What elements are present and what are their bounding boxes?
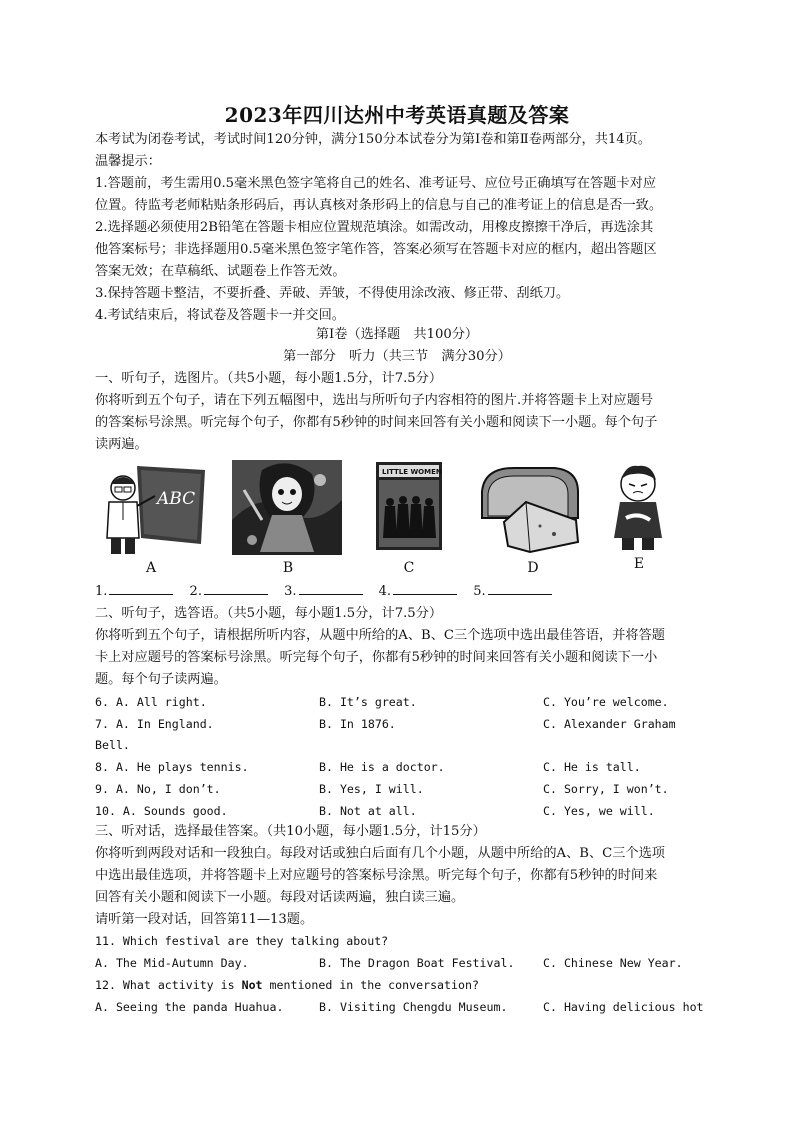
bread-loaf-icon	[474, 462, 586, 554]
picture-label-c: C	[403, 560, 415, 576]
question-10	[95, 800, 699, 822]
option-b[interactable]: B. The Dragon Boat Festival.	[319, 956, 515, 970]
option-a[interactable]: 9. A. No, I don’t.	[95, 782, 221, 796]
tip-2a: 2.选择题必须使用2B铅笔在答题卡相应位置规范填涂。如需改动，用橡皮擦擦干净后，再选涂其	[95, 220, 654, 235]
section3-heading: 三、听对话，选择最佳答案。（共10小题，每小题1.5分，计15分）	[95, 824, 486, 839]
tip-2c: 答案无效；在草稿纸、试题卷上作答无效。	[95, 264, 346, 279]
section3-desc: 中选出最佳选项，并将答题卡上对应题号的答案标号涂黑。听完每个句子，你都有5秒钟的时间来	[95, 868, 658, 883]
book-title-text: LITTLE WOMEN	[382, 468, 442, 476]
tips-heading: 温馨提示：	[95, 154, 161, 169]
tip-3: 3.保持答题卡整洁，不要折叠、弄破、弄皱，不得使用涂改液、修正带、刮纸刀。	[95, 286, 570, 301]
option-c[interactable]: C. You’re welcome.	[543, 695, 669, 709]
tip-1b: 位置。待监考老师粘贴条形码后，再认真核对条形码上的信息与自己的准考证上的信息是否一致。	[95, 198, 663, 213]
tip-4: 4.考试结束后，将试卷及答题卡一并交回。	[95, 308, 345, 323]
book-cover-icon	[376, 462, 442, 550]
section1-desc: 的答案标号涂黑。听完每个句子，你都有5秒钟的时间来回答有关小题和阅读下一小题。每个句子	[95, 415, 658, 430]
option-b[interactable]: B. Not at all.	[319, 804, 417, 818]
question-12	[95, 974, 699, 996]
option-c[interactable]: C. Chinese New Year.	[543, 956, 683, 970]
blank-label: 3.	[284, 584, 297, 599]
question-9	[95, 778, 699, 800]
tip-2b: 他答案标号；非选择题用0.5毫米黑色签字笔作答，答案必须写在答题卡对应的框内，超出答题区	[95, 242, 657, 257]
picture-label-d: D	[527, 560, 539, 576]
option-b[interactable]: B. Yes, I will.	[319, 782, 424, 796]
page-title: 2023年四川达州中考英语真题及答案	[224, 103, 570, 127]
tip-1a: 1.答题前，考生需用0.5毫米黑色签字笔将自己的姓名、准考证号、应位号正确填写在答题卡对应	[95, 176, 657, 191]
question-12-options	[95, 996, 704, 1018]
picture-label-e: E	[633, 556, 645, 572]
answer-blank[interactable]	[109, 582, 173, 595]
section2-heading: 二、听句子，选答语。（共5小题，每小题1.5分，计7.5分）	[95, 606, 443, 621]
option-a[interactable]: A. The Mid-Autumn Day.	[95, 956, 249, 970]
sick-boy-icon	[606, 462, 670, 552]
blank-label: 1.	[95, 584, 108, 599]
answer-blanks-row	[95, 581, 699, 603]
question-11-options	[95, 952, 699, 974]
board-text: ABC	[157, 489, 196, 509]
section1-desc: 你将听到五个句子，请在下列五幅图中，选出与所听句子内容相符的图片.并将答题卡上对应题号	[95, 393, 654, 408]
option-a[interactable]: 7. A. In England.	[95, 717, 214, 731]
question-6	[95, 691, 699, 713]
question-7-wrap: Bell.	[95, 738, 130, 752]
blank-label: 4.	[378, 584, 392, 599]
answer-blank[interactable]	[393, 582, 457, 595]
option-a[interactable]: 6. A. All right.	[95, 695, 207, 709]
volume-heading: 第Ⅰ卷（选择题 共100分）	[315, 327, 479, 342]
section2-desc: 卡上对应题号的答案标号涂黑。听完每个句子，你都有5秒钟的时间来回答有关小题和阅读下一小	[95, 650, 658, 665]
answer-blank[interactable]	[299, 582, 363, 595]
question-12-text: 12. What activity is	[95, 978, 242, 992]
blank-label: 2.	[189, 584, 202, 599]
section3-desc: 你将听到两段对话和一段独白。每段对话或独白后面有几个小题，从题中所给的A、B、C三个选项	[95, 846, 665, 861]
option-b[interactable]: B. It’s great.	[319, 695, 417, 709]
question-7	[95, 713, 699, 735]
option-a[interactable]: 10. A. Sounds good.	[95, 804, 228, 818]
section2-desc: 你将听到五个句子，请根据所听内容，从题中所给的A、B、C三个选项中选出最佳答语，并将答题	[95, 628, 665, 643]
question-8	[95, 756, 699, 778]
question-12-text: mentioned in the conversation?	[262, 978, 479, 992]
option-b[interactable]: B. He is a doctor.	[319, 760, 445, 774]
anime-girl-icon	[232, 460, 342, 555]
part-heading: 第一部分 听力（共三节 满分30分）	[283, 349, 511, 364]
section2-desc: 题。每个句子读两遍。	[95, 672, 227, 687]
option-a[interactable]: 8. A. He plays tennis.	[95, 760, 249, 774]
option-a[interactable]: A. Seeing the panda Huahua.	[95, 1000, 284, 1014]
option-b[interactable]: B. Visiting Chengdu Museum.	[319, 1000, 508, 1014]
option-b[interactable]: B. In 1876.	[319, 717, 396, 731]
question-12-emphasis: Not	[241, 978, 263, 992]
section3-desc: 回答有关小题和阅读下一小题。每段对话读两遍，独白读三遍。	[95, 890, 465, 905]
question-11: 11. Which festival are they talking about?	[95, 934, 389, 948]
option-c[interactable]: C. Sorry, I won’t.	[543, 782, 669, 796]
section1-heading: 一、听句子，选图片。（共5小题，每小题1.5分，计7.5分）	[95, 371, 443, 386]
teacher-blackboard-icon	[97, 460, 209, 555]
option-c[interactable]: C. Having delicious hot	[543, 1000, 704, 1014]
section1-desc: 读两遍。	[95, 437, 148, 452]
section3-instruction: 请听第一段对话，回答第11—13题。	[95, 912, 314, 927]
answer-blank[interactable]	[204, 582, 268, 595]
blank-label: 5.	[473, 584, 486, 599]
intro-text: 本考试为闭卷考试，考试时间120分钟，满分150分本试卷分为第Ⅰ卷和第Ⅱ卷两部分，共14页。	[95, 132, 652, 147]
picture-label-b: B	[282, 560, 294, 576]
option-c[interactable]: C. Yes, we will.	[543, 804, 655, 818]
picture-label-a: A	[145, 560, 157, 576]
option-c[interactable]: C. He is tall.	[543, 760, 641, 774]
option-c[interactable]: C. Alexander Graham	[543, 717, 676, 731]
answer-blank[interactable]	[488, 582, 552, 595]
